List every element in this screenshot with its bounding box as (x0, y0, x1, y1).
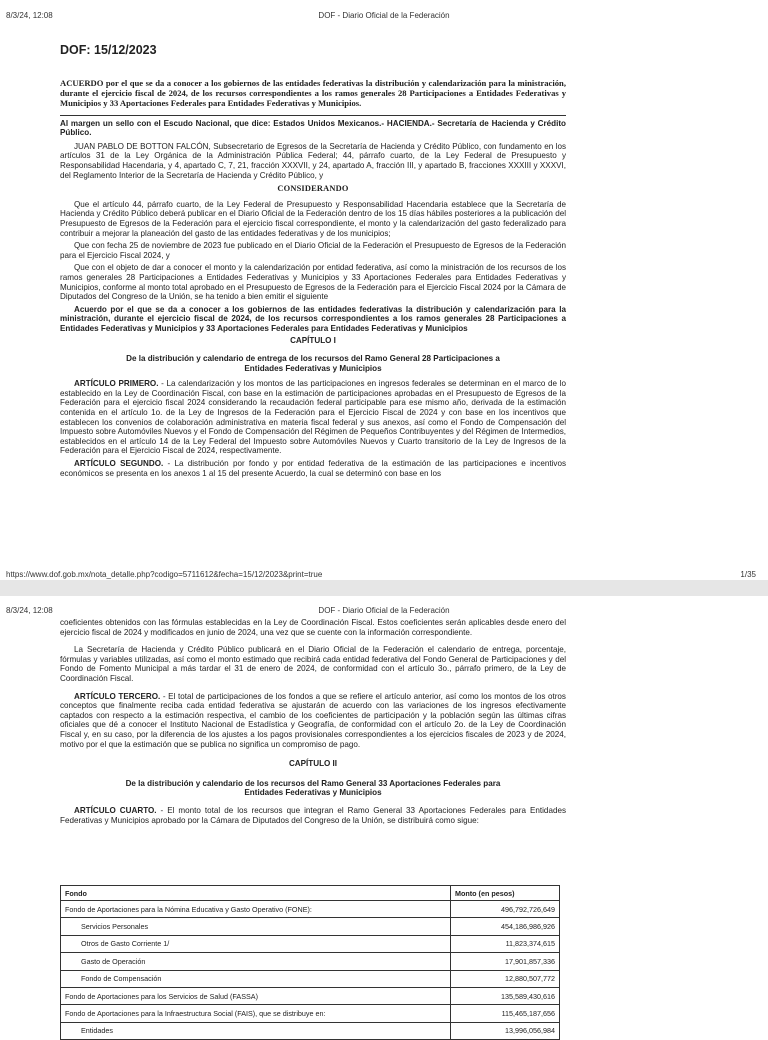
monto-cell: 135,589,430,616 (451, 987, 560, 1004)
column-header-monto: Monto (en pesos) (451, 886, 560, 901)
article-1-text: - La calendarización y los montos de las participaciones en ingresos federales se determinan en el marco de lo establecido en la Ley de Coordinación Fiscal, con base en la estimación de participaciones aprobadas en el Presupuesto de Egresos de la Federación para el ejercicio fiscal 2024 considerando la recaudación federal participable para ese mismo año, derivada de la estimación contenida en el artículo 1o. de la Ley de Ingresos de la Federación para el Ejercicio Fiscal de 2024 y con base en los incentivos que establecen los convenios de colaboración administrativa en materia fiscal federal y sus anexos, así como el Fondo de Compensación del Impuesto sobre Automóviles Nuevos y el Fondo de Compensación del Régimen de Pequeños Contribuyentes y del Régimen de Intermedios, establecidos en el artículo 14 de la Ley Federal del Impuesto sobre Automóviles Nuevos y Cuarto transitorio de la Ley de Ingresos de la Federación para el Ejercicio Fiscal de 2024, respectivamente. (60, 379, 566, 456)
table-row (61, 987, 560, 1004)
page-separator (0, 580, 768, 596)
monto-cell: 13,996,056,984 (451, 1022, 560, 1039)
fondo-cell: Fondo de Aportaciones para la Infraestructura Social (FAIS), que se distribuye en: (61, 1005, 451, 1022)
fondo-cell: Entidades (61, 1022, 451, 1039)
monto-cell: 454,186,986,926 (451, 918, 560, 935)
monto-cell: 11,823,374,615 (451, 935, 560, 952)
fondo-cell: Gasto de Operación (61, 953, 451, 970)
article-3-text: - El total de participaciones de los fondos a que se refiere el artículo anterior, así como los montos de los otros conceptos que finalmente reciba cada entidad federativa se ajustarán de acuerdo con las variaciones de los ingresos efectivamente captados con respecto a la estimación respectiva, el cambio de los coeficientes de participación y la población según las últimas cifras oficiales que dé a conocer el Instituto Nacional de Estadística y Geografía, de conformidad con el artículo 2o. de la Ley de Coordinación Fiscal y, en su caso, por la diferencia de los ajustes a los pagos provisionales correspondientes a los ejercicios fiscales de 2023 y de 2024, motivo por el que la estimación que se publica no significa un compromiso de pago. (60, 691, 566, 749)
chapter-1-title: De la distribución y calendario de entrega de los recursos del Ramo General 28 Participaciones a Entidades Federativas y Municipios (126, 354, 500, 373)
print-timestamp: 8/3/24, 12:08 (6, 11, 53, 20)
table-row (61, 1005, 560, 1022)
print-page-title: DOF - Diario Oficial de la Federación (318, 11, 450, 20)
chapter-2-title: De la distribución y calendario de los recursos del Ramo General 33 Aportaciones Federales para Entidades Federativas y Municipios (125, 778, 501, 798)
page-2 (0, 596, 768, 1036)
table-row (61, 953, 560, 970)
print-timestamp-2: 8/3/24, 12:08 (6, 606, 53, 615)
acuerdo-bold-title: Acuerdo por el que se da a conocer a los gobiernos de las entidades federativas la distribución y calendarización para la ministración, durante el ejercicio fiscal de 2024, de los recursos correspondientes a los ramos generales 28 Participaciones a Entidades Federativas y Municipios y 33 Aportaciones Federales para Entidades Federativas y Municipios (60, 304, 566, 333)
article-4-paragraph (60, 806, 566, 825)
article-4-label: ARTÍCULO CUARTO. (74, 805, 157, 815)
table-row (61, 901, 560, 918)
table-row (61, 1022, 560, 1039)
fondo-cell: Otros de Gasto Corriente 1/ (61, 935, 451, 952)
chapter-2-heading: CAPÍTULO II (288, 759, 338, 769)
article-1-paragraph (60, 379, 566, 456)
article-1-label: ARTÍCULO PRIMERO. (74, 379, 159, 389)
fondo-cell: Fondo de Compensación (61, 970, 451, 987)
continuation-paragraph: coeficientes obtenidos con las fórmulas establecidas en la Ley de Coordinación Fiscal. Estos coeficientes serán aplicables desde enero del ejercicio fiscal de 2024 y modificados en junio de 2024, una vez que se cuente con la información correspondiente. (60, 618, 566, 637)
considerando-paragraph-2: Que con fecha 25 de noviembre de 2023 fue publicado en el Diario Oficial de la Federación el Presupuesto de Egresos de la Federación para el Ejercicio Fiscal 2024, y (60, 241, 566, 260)
monto-cell: 12,880,507,772 (451, 970, 560, 987)
fondo-cell: Fondo de Aportaciones para los Servicios de Salud (FASSA) (61, 987, 451, 1004)
print-url: https://www.dof.gob.mx/nota_detalle.php?codigo=5711612&fecha=15/12/2023&print=true (6, 570, 323, 579)
publication-date: DOF: 15/12/2023 (60, 43, 157, 57)
considerando-heading: CONSIDERANDO (277, 184, 349, 194)
intro-paragraph: JUAN PABLO DE BOTTON FALCÓN, Subsecretario de Egresos de la Secretaría de Hacienda y Crédito Público, con fundamento en los artículos 31 de la Ley Orgánica de la Administración Pública Federal; 44, párrafo cuarto, de la Ley Federal de Presupuesto y Responsabilidad Hacendaria, y 4, apartado C, 7, 21, fracción XXXVII, y 24, apartado A, fracción III, y apartado B, fracciones XXXIII y XXXVI, del Reglamento Interior de la Secretaría de Hacienda y Crédito Público, y (60, 141, 566, 180)
article-3-paragraph (60, 692, 566, 750)
column-header-fondo: Fondo (61, 886, 451, 901)
article-2-label: ARTÍCULO SEGUNDO. (74, 459, 164, 468)
margin-note: Al margen un sello con el Escudo Nacional, que dice: Estados Unidos Mexicanos.- HACIENDA.- Secretaría de Hacienda y Crédito Público. (60, 118, 566, 138)
monto-cell: 496,792,726,649 (451, 901, 560, 918)
acuerdo-title: ACUERDO por el que se da a conocer a los gobiernos de las entidades federativas la distribución y calendarización para la ministración, durante el ejercicio fiscal de 2024, de los recursos correspondientes a los ramos generales 28 Participaciones a Entidades Federativas y Municipios y 33 Aportaciones Federales para Entidades Federativas y Municipios. (60, 77, 566, 108)
considerando-paragraph-3: Que con el objeto de dar a conocer el monto y la calendarización por entidad federativa, así como la ministración de los recursos de los ramos generales 28 Participaciones a Entidades Federativas y Municipios y 33 Aportaciones Federales para Entidades Federativas y Municipios, conforme al monto total aprobado en el Presupuesto de Egresos de la Federación para el Ejercicio Fiscal 2024 por la Cámara de Diputados del Congreso de la Unión, se ha tenido a bien emitir el siguiente (60, 263, 566, 302)
fondo-cell: Servicios Personales (61, 918, 451, 935)
ramo-33-table (60, 885, 560, 1040)
table-row (61, 970, 560, 987)
considerando-paragraph-1: Que el artículo 44, párrafo cuarto, de la Ley Federal de Presupuesto y Responsabilidad Hacendaria establece que la Secretaría de Hacienda y Crédito Público deberá publicar en el Diario Oficial de la Federación dentro de los 15 días hábiles posteriores a la publicación del Presupuesto de Egresos de la Federación para el ejercicio fiscal correspondiente, el monto y la calendarización del gasto federalizado para contribuir a mejorar la planeación del gasto de las entidades federativas y de los municipios; (60, 199, 566, 238)
article-2-text: - La distribución por fondo y por entidad federativa de la estimación de las participaciones e incentivos económicos se presenta en los anexos 1 al 15 del presente Acuerdo, la cual se determinó con base en los (60, 459, 566, 478)
table-row (61, 918, 560, 935)
print-page-title-2: DOF - Diario Oficial de la Federación (318, 606, 450, 615)
article-4-text: - El monto total de los recursos que integran el Ramo General 33 Aportaciones Federales para Entidades Federativas y Municipios aprobado por la Cámara de Diputados del Congreso de la Unión, se distribuirá como sigue: (60, 805, 566, 825)
page-1-content (60, 43, 566, 478)
monto-cell: 17,901,857,336 (451, 953, 560, 970)
fondo-cell: Fondo de Aportaciones para la Nómina Educativa y Gasto Operativo (FONE): (61, 901, 451, 918)
table-row (61, 935, 560, 952)
monto-cell: 115,465,187,656 (451, 1005, 560, 1022)
page-2-content (60, 618, 566, 825)
print-page-number: 1/35 (740, 570, 756, 579)
table-header-row (61, 886, 560, 901)
article-3-label: ARTÍCULO TERCERO. (74, 691, 161, 701)
article-2-paragraph (60, 459, 566, 478)
divider (60, 115, 566, 116)
shcp-paragraph: La Secretaría de Hacienda y Crédito Público publicará en el Diario Oficial de la Federación el calendario de entrega, porcentaje, fórmulas y variables utilizadas, así como el monto estimado que recibirá cada entidad federativa del Fondo General de Participaciones y del Fondo de Fomento Municipal a más tardar el 31 de enero de 2024, de conformidad con el artículo 3o., párrafo primero, de la Ley de Coordinación Fiscal. (60, 645, 566, 683)
chapter-1-heading: CAPÍTULO I (290, 336, 336, 346)
